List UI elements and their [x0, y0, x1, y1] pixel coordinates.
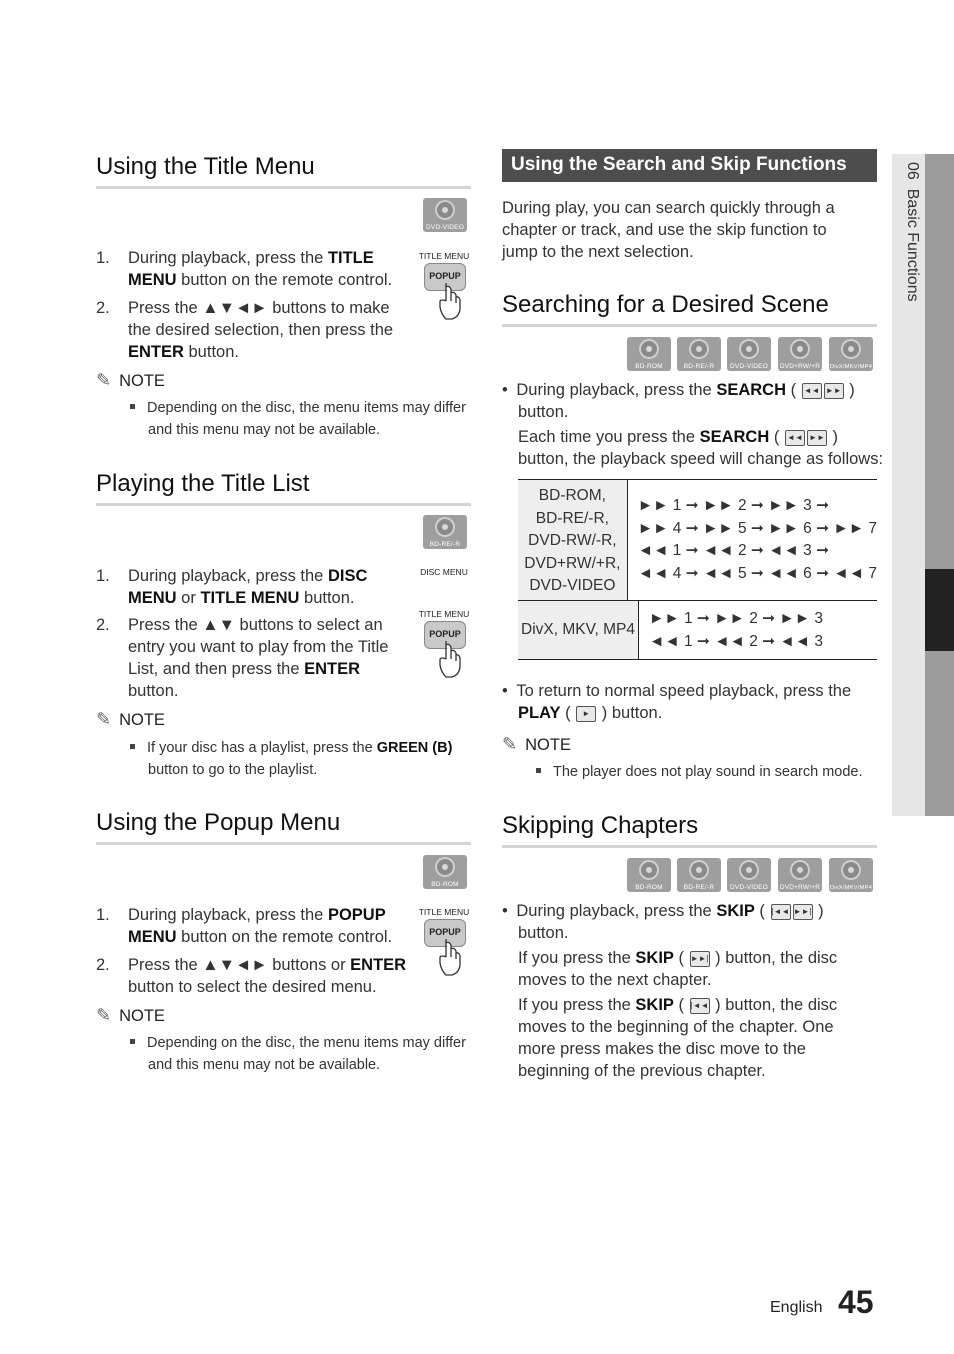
- disc-badge-label: BD-RE/-R: [683, 884, 715, 891]
- bullet-bold-text: SKIP: [635, 949, 674, 967]
- disc-badge-dvd-video: [727, 337, 771, 371]
- disc-badge-bd-rom: [423, 855, 467, 889]
- bullet-text: During playback, press the: [516, 381, 717, 399]
- bullet-square-icon: [130, 744, 135, 749]
- note-text: Depending on the disc, the menu items may differ: [147, 1035, 466, 1051]
- step-text: button to select the desired menu.: [128, 978, 377, 996]
- step-text: button on the remote control.: [176, 271, 393, 289]
- step-bold-text: ENTER: [128, 343, 184, 361]
- speed-text: ►► 4 ➞ ►► 5 ➞ ►► 6 ➞ ►► 7: [637, 519, 877, 537]
- bullet-square-icon: [130, 1039, 135, 1044]
- step-text: Press the ▲▼ buttons to select an: [128, 616, 383, 634]
- table-cell-media: [518, 480, 628, 600]
- pointing-hand-icon: [436, 281, 466, 321]
- popup-button-label: POPUP: [429, 271, 461, 281]
- bullet-text: If you press the: [518, 996, 636, 1014]
- title-menu-step-1: [96, 247, 416, 297]
- search-speed-table: [518, 479, 877, 660]
- bullet-bold-text: SKIP: [635, 996, 674, 1014]
- search-bullet-2: • To return to normal speed playback, press the PLAY ( ► ) button.: [502, 682, 852, 722]
- section-heading-search-scene: Searching for a Desired Scene: [502, 291, 829, 318]
- banner-title: Using the Search and Skip Functions: [511, 154, 847, 175]
- remote-popup-button-figure: [416, 251, 472, 321]
- media-text: DVD+RW/+R,: [524, 554, 621, 572]
- disc-icon: [639, 339, 659, 359]
- search-bullet-1: • During playback, press the SEARCH ( ◄◄ ►► ) button. Each time you press the SEARCH ( ◄◄ ►► ) button, the playback speed will change as follows:: [502, 381, 884, 468]
- disc-badge-bd-rom: [627, 858, 671, 892]
- fast-forward-icon: ►►: [824, 383, 844, 399]
- pointing-hand-icon: [436, 937, 466, 977]
- step-text: button.: [299, 589, 355, 607]
- chapter-side-tab: [892, 154, 954, 816]
- bullet-text: button.: [518, 924, 569, 942]
- step-text: Press the ▲▼◄► buttons or: [128, 956, 351, 974]
- disc-icon: [790, 860, 810, 880]
- table-row: [518, 480, 877, 601]
- speed-text: ◄◄ 1 ➞ ◄◄ 2 ➞ ◄◄ 3: [649, 633, 824, 650]
- disc-badge-dvd-video: [727, 858, 771, 892]
- skip-forward-icon: ►►|: [690, 951, 710, 967]
- bullet-text: beginning of the previous chapter.: [518, 1062, 766, 1080]
- heading-rule: [96, 186, 471, 189]
- media-text: DVD-VIDEO: [529, 577, 616, 594]
- step-bold-text: MENU: [128, 928, 177, 946]
- title-list-step-1: [96, 565, 416, 615]
- bullet-text: During playback, press the: [516, 902, 717, 920]
- bullet-text: If you press the: [518, 949, 636, 967]
- step-bold-text: MENU: [128, 589, 177, 607]
- disc-badge-label: BD-ROM: [431, 881, 459, 888]
- disc-badge-label: DVD+RW/+R: [779, 363, 821, 370]
- remote-popup-button-figure: [416, 609, 472, 679]
- note-item: [130, 1032, 470, 1076]
- disc-badge-divx: [829, 858, 873, 892]
- skip-forward-icon: ►►|: [793, 904, 813, 920]
- disc-icon: [639, 860, 659, 880]
- step-number: 1.: [96, 249, 110, 267]
- media-text: BD-RE/-R,: [535, 509, 609, 527]
- step-text: During playback, press the: [128, 567, 328, 585]
- step-bold-text: DISC: [327, 567, 368, 585]
- bullet-text: To return to normal speed playback, press the: [516, 682, 852, 700]
- note-bold-text: GREEN (B): [376, 740, 453, 756]
- remote-popup-button-figure: [416, 907, 472, 977]
- disc-badge-label: DivX/MKV/MP4: [829, 885, 873, 891]
- note-item: [130, 397, 470, 441]
- step-text: button.: [128, 682, 179, 700]
- pencil-icon: ✎: [96, 370, 112, 390]
- intro-text: During play, you can search quickly through a: [502, 199, 835, 217]
- popup-menu-step-2: [96, 954, 416, 1004]
- disc-badge-label: DVD-VIDEO: [730, 884, 768, 891]
- bullet-bold-text: PLAY: [518, 704, 561, 722]
- popup-button-label: POPUP: [429, 927, 461, 937]
- step-text: button.: [183, 343, 239, 361]
- bullet-text: ): [827, 428, 839, 446]
- bullet-text: ) button, the disc: [710, 949, 838, 967]
- step-number: 2.: [96, 299, 110, 317]
- note-header: [502, 734, 571, 755]
- bullet-bold-text: SKIP: [716, 902, 755, 920]
- bullet-square-icon: [130, 404, 135, 409]
- section-heading-popup-menu: Using the Popup Menu: [96, 809, 341, 836]
- heading-rule: [96, 842, 471, 845]
- title-list-step-2: [96, 614, 416, 704]
- bullet-text: ): [844, 381, 855, 399]
- pencil-icon: ✎: [96, 1005, 112, 1025]
- table-cell-media: DivX, MKV, MP4: [518, 601, 639, 659]
- intro-text: jump to the next selection.: [502, 243, 694, 261]
- note-label: NOTE: [525, 736, 571, 754]
- bullet-text: ) button.: [597, 704, 663, 722]
- bullet-text: button.: [518, 403, 569, 421]
- disc-badge-dvd-video: [423, 198, 467, 232]
- disc-badge-label: BD-ROM: [635, 363, 663, 370]
- disc-icon: [689, 860, 709, 880]
- bullet-text: (: [786, 381, 801, 399]
- step-bold-text: ENTER: [350, 956, 407, 974]
- disc-badge-bd-rom: [627, 337, 671, 371]
- remote-label: TITLE MENU: [418, 251, 470, 261]
- disc-badge-label: DivX/MKV/MP4: [829, 364, 873, 370]
- bullet-text: Each time you press the: [518, 428, 700, 446]
- bullet-text: moves to the beginning of the chapter. One: [518, 1018, 834, 1036]
- note-header: [96, 370, 165, 391]
- chapter-number: 06: [904, 162, 921, 180]
- disc-badge-divx: [829, 337, 873, 371]
- step-number: 2.: [96, 616, 110, 634]
- table-row: [518, 601, 877, 659]
- disc-icon: [790, 339, 810, 359]
- step-text: During playback, press the: [128, 906, 328, 924]
- speed-text: ◄◄ 1 ➞ ◄◄ 2 ➞ ◄◄ 3 ➞: [637, 542, 830, 559]
- note-label: NOTE: [119, 711, 165, 729]
- step-text: the desired selection, then press the: [128, 321, 394, 339]
- bullet-square-icon: [536, 768, 541, 773]
- step-bold-text: TITLE MENU: [200, 589, 300, 607]
- section-heading-skip-chapters: Skipping Chapters: [502, 812, 699, 839]
- disc-badge-dvd-rw: [778, 858, 822, 892]
- section-heading-title-list: Playing the Title List: [96, 470, 310, 497]
- step-text: List, and then press the: [128, 660, 305, 678]
- step-number: 1.: [96, 567, 110, 585]
- table-cell-speeds: [628, 480, 877, 600]
- step-text: Press the ▲▼◄► buttons to make: [128, 299, 390, 317]
- fast-forward-icon: ►►: [807, 430, 827, 446]
- remote-label: TITLE MENU: [418, 609, 470, 619]
- step-bold-text: TITLE: [327, 249, 374, 267]
- film-reel-icon: [841, 339, 861, 359]
- popup-button-label: POPUP: [429, 629, 461, 639]
- film-reel-icon: [841, 860, 861, 880]
- page-number: 45: [838, 1284, 874, 1320]
- disc-badge-bd-re: [423, 515, 467, 549]
- pointing-hand-icon: [436, 639, 466, 679]
- disc-badge-label: DVD-VIDEO: [730, 363, 768, 370]
- speed-text: ►► 1 ➞ ►► 2 ➞ ►► 3 ➞: [637, 497, 830, 514]
- disc-badge-label: DVD-VIDEO: [426, 224, 464, 231]
- skip-back-icon: |◄◄: [690, 998, 710, 1014]
- disc-badge-label: BD-RE/-R: [429, 541, 461, 548]
- section-heading-title-menu: Using the Title Menu: [96, 153, 315, 180]
- bullet-text: (: [769, 428, 784, 446]
- play-icon: ►: [576, 706, 596, 722]
- remote-label: DISC MENU: [420, 567, 468, 577]
- step-number: 2.: [96, 956, 110, 974]
- intro-text: chapter or track, and use the skip function to: [502, 221, 827, 239]
- skip-bullet-1: • During playback, press the SKIP ( |◄◄ ►►| ) button. If you press the SKIP ( ►►| ) button, the disc moves to the next chapter. If you press the SKIP ( |◄◄ ) button, the disc moves to the beginning of the chapter. One more press makes the disc move to the beginning of the previous chapter.: [502, 900, 882, 1082]
- disc-icon: [689, 339, 709, 359]
- bullet-text: moves to the next chapter.: [518, 971, 712, 989]
- rewind-icon: ◄◄: [802, 383, 822, 399]
- disc-icon: [739, 339, 759, 359]
- step-bold-text: POPUP: [327, 906, 386, 924]
- step-bold-text: MENU: [128, 271, 177, 289]
- bullet-text: (: [673, 996, 689, 1014]
- disc-badge-label: DVD+RW/+R: [779, 884, 821, 891]
- heading-rule: [502, 324, 877, 327]
- popup-menu-step-1: [96, 904, 416, 954]
- bullet-text: (: [673, 949, 689, 967]
- step-text: entry you want to play from the Title: [128, 638, 389, 656]
- intro-paragraph: [502, 197, 877, 263]
- remote-label: TITLE MENU: [418, 907, 470, 917]
- bullet-text: ) button, the disc: [710, 996, 838, 1014]
- side-tab-bar: [925, 154, 954, 569]
- step-text: button on the remote control.: [176, 928, 393, 946]
- heading-rule: [502, 845, 877, 848]
- section-banner: [502, 149, 877, 182]
- note-item: [536, 761, 876, 783]
- disc-badge-bd-re: [677, 858, 721, 892]
- note-text: and this menu may not be available.: [148, 422, 381, 438]
- note-text: If your disc has a playlist, press the: [147, 740, 377, 756]
- pencil-icon: ✎: [96, 709, 112, 729]
- chapter-title: Basic Functions: [904, 188, 921, 302]
- chapter-label: [903, 162, 921, 302]
- bullet-text: more press makes the disc move to the: [518, 1040, 806, 1058]
- disc-icon: [435, 517, 455, 537]
- note-text: Depending on the disc, the menu items may differ: [147, 400, 466, 416]
- disc-icon: [739, 860, 759, 880]
- skip-back-icon: |◄◄: [771, 904, 791, 920]
- disc-badge-bd-re: [677, 337, 721, 371]
- disc-icon: [435, 200, 455, 220]
- speed-text: ◄◄ 4 ➞ ◄◄ 5 ➞ ◄◄ 6 ➞ ◄◄ 7: [637, 564, 877, 582]
- heading-rule: [96, 503, 471, 506]
- side-tab-bar: [925, 651, 954, 816]
- pencil-icon: ✎: [502, 734, 518, 754]
- note-label: NOTE: [119, 372, 165, 390]
- side-tab-active-marker: [925, 569, 954, 651]
- step-number: 1.: [96, 906, 110, 924]
- disc-badge-dvd-rw: [778, 337, 822, 371]
- note-header: [96, 709, 165, 730]
- step-bold-text: ENTER: [304, 660, 361, 678]
- note-item: [130, 737, 470, 781]
- note-text: and this menu may not be available.: [148, 1057, 381, 1073]
- bullet-text: ): [813, 902, 824, 920]
- table-cell-speeds: [639, 601, 877, 659]
- bullet-text: button, the playback speed will change as follows:: [518, 450, 884, 468]
- disc-badge-label: BD-RE/-R: [683, 363, 715, 370]
- step-text: During playback, press the: [128, 249, 328, 267]
- note-header: [96, 1005, 165, 1026]
- bullet-bold-text: SEARCH: [699, 428, 770, 446]
- media-text: DVD-RW/-R,: [528, 532, 617, 549]
- note-text: button to go to the playlist.: [148, 762, 318, 778]
- step-text: or: [176, 589, 201, 607]
- disc-icon: [435, 857, 455, 877]
- note-text: The player does not play sound in search mode.: [553, 764, 863, 780]
- bullet-text: (: [560, 704, 576, 722]
- bullet-bold-text: SEARCH: [716, 381, 786, 399]
- footer-language: English: [770, 1299, 823, 1316]
- title-menu-step-2: [96, 297, 416, 367]
- media-text: BD-ROM,: [538, 487, 606, 504]
- rewind-icon: ◄◄: [785, 430, 805, 446]
- disc-badge-label: BD-ROM: [635, 884, 663, 891]
- bullet-text: (: [754, 902, 770, 920]
- speed-text: ►► 1 ➞ ►► 2 ➞ ►► 3: [649, 610, 824, 627]
- note-label: NOTE: [119, 1007, 165, 1025]
